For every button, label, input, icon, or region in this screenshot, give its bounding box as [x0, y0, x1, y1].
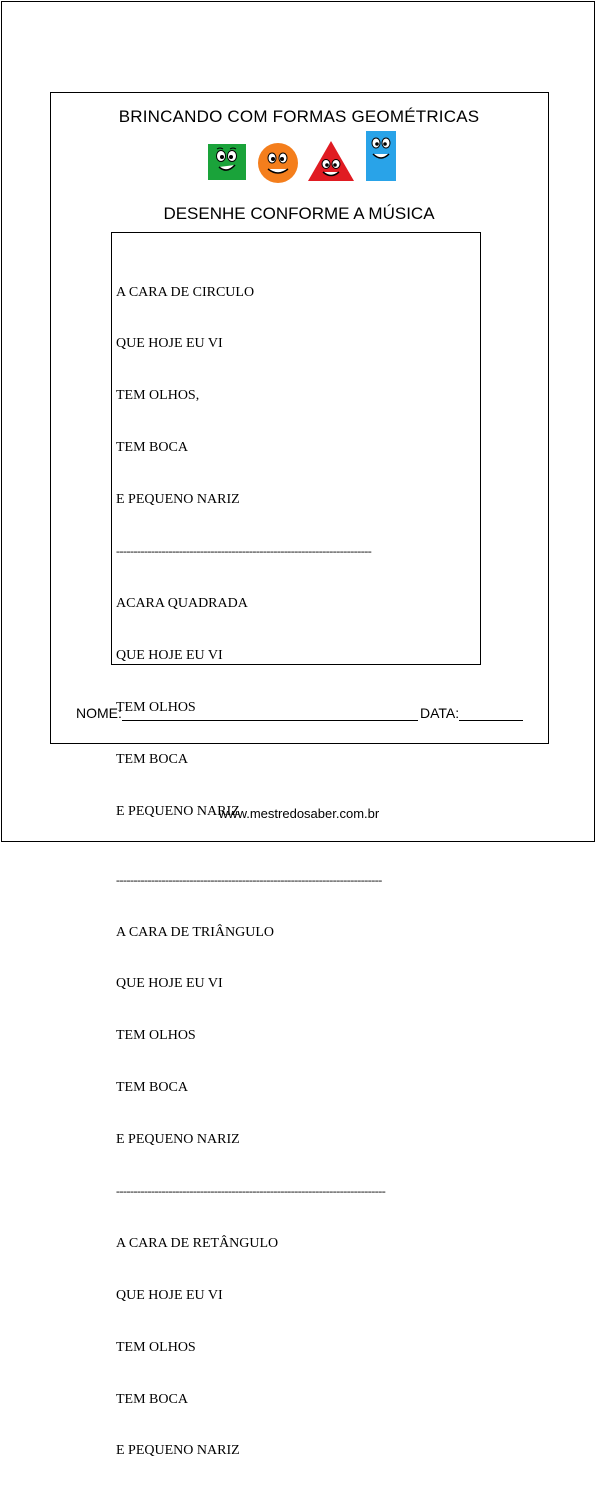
verse-circle — [116, 249, 385, 543]
date-field-line[interactable] — [459, 720, 523, 721]
lyric-line: TEM BOCA — [116, 1391, 188, 1407]
verse-rectangle — [116, 1200, 385, 1494]
lyric-line: TEM OLHOS — [116, 699, 196, 715]
dashed-divider: ---------------------------------------------------------------------------- — [116, 872, 382, 887]
lyric-line: E PEQUENO NARIZ — [116, 492, 240, 508]
name-field-line[interactable] — [122, 720, 418, 721]
name-label: NOME: — [76, 705, 122, 721]
lyric-line: QUE HOJE EU VI — [116, 1287, 223, 1303]
lyric-line: ACARA QUADRADA — [116, 595, 248, 611]
lyric-line: TEM BOCA — [116, 751, 188, 767]
lyric-line: TEM OLHOS, — [116, 388, 200, 404]
lyric-line: E PEQUENO NARIZ — [116, 1443, 240, 1459]
lyric-line: QUE HOJE EU VI — [116, 647, 223, 663]
dashed-divider: ----------------------------------------------------------------------------- — [116, 1184, 386, 1199]
song-lyrics — [116, 249, 385, 1494]
blank-line — [116, 854, 385, 871]
instruction-text: DESENHE CONFORME A MÚSICA — [163, 204, 435, 223]
lyric-line: QUE HOJE EU VI — [116, 336, 223, 352]
lyric-line: TEM OLHOS — [116, 1339, 196, 1355]
lyric-line: A CARA DE CIRCULO — [116, 284, 255, 300]
lyric-line: E PEQUENO NARIZ — [116, 803, 240, 819]
lyric-line: TEM BOCA — [116, 440, 188, 456]
website-url: www.mestredosaber.com.br — [218, 806, 380, 821]
lyric-line: E PEQUENO NARIZ — [116, 1132, 240, 1148]
dashed-divider: ------------------------------------------------------------------------- — [116, 544, 372, 559]
verse-triangle — [116, 889, 385, 1183]
lyric-line: A CARA DE TRIÂNGULO — [116, 924, 275, 940]
lyric-line: TEM BOCA — [116, 1080, 188, 1096]
lyric-line: TEM OLHOS — [116, 1028, 196, 1044]
date-label: DATA: — [420, 705, 460, 721]
lyric-line: QUE HOJE EU VI — [116, 976, 223, 992]
page-title: BRINCANDO COM FORMAS GEOMÉTRICAS — [118, 107, 480, 126]
lyric-line: A CARA DE RETÂNGULO — [116, 1235, 279, 1251]
